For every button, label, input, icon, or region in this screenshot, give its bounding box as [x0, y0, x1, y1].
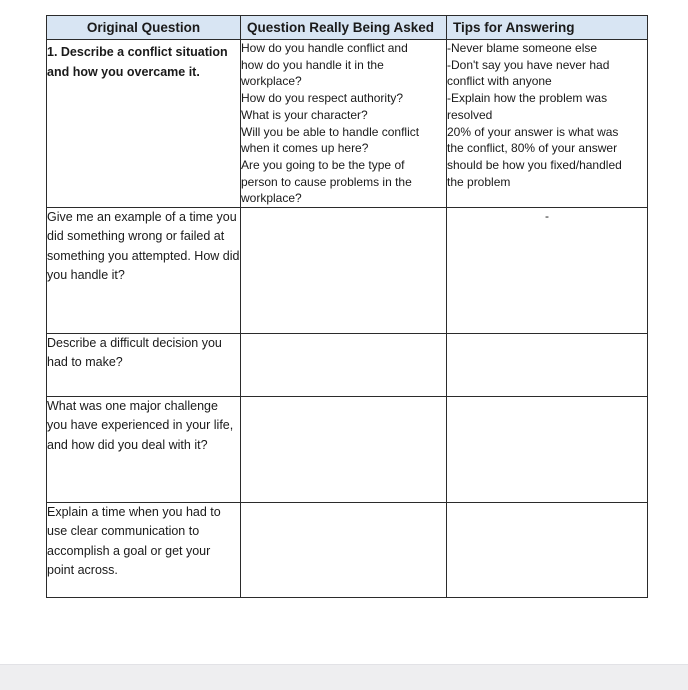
tips-mark: -: [545, 209, 549, 224]
tips-cell[interactable]: [447, 208, 648, 334]
tip-line: 20% of your answer is what was: [447, 124, 619, 139]
original-question-cell: What was one major challenge you have experienced in your life, and how did you deal with it?: [47, 397, 241, 503]
table-row: [47, 397, 648, 503]
asked-question-cell[interactable]: [241, 334, 447, 397]
tip-line: conflict with anyone: [447, 74, 552, 89]
table-row: [47, 503, 648, 598]
header-tips-for-answering: Tips for Answering: [447, 16, 648, 40]
tip-line: the conflict, 80% of your answer: [447, 141, 618, 156]
original-question-cell: Explain a time when you had to use clear communication to accomplish a goal or get your point across.: [47, 503, 241, 598]
table-row: [47, 208, 648, 334]
asked-line: How do you respect authority?: [241, 91, 404, 106]
asked-line: workplace?: [241, 74, 302, 89]
tip-line: -Don't say you have never had: [447, 57, 610, 72]
original-question-cell: Describe a difficult decision you had to make?: [47, 334, 241, 397]
tips-cell: [447, 40, 648, 208]
asked-line: person to cause problems in the: [241, 174, 412, 189]
asked-question-cell[interactable]: [241, 397, 447, 503]
tip-line: resolved: [447, 107, 493, 122]
asked-line: How do you handle conflict and: [241, 41, 408, 55]
asked-line: Will you be able to handle conflict: [241, 124, 420, 139]
asked-line: workplace?: [241, 191, 302, 206]
bottom-bar: [0, 664, 688, 690]
tip-line: -Never blame someone else: [447, 41, 598, 55]
asked-line: What is your character?: [241, 107, 368, 122]
table-header-row: [47, 16, 648, 40]
tips-cell[interactable]: [447, 397, 648, 503]
header-question-really-asked: Question Really Being Asked: [241, 16, 447, 40]
original-question-cell: 1. Describe a conflict situation and how you overcame it.: [47, 40, 241, 208]
tips-cell[interactable]: [447, 334, 648, 397]
interview-questions-table: [46, 15, 648, 598]
tip-line: should be how you fixed/handled: [447, 157, 622, 172]
table-row: [47, 334, 648, 397]
asked-line: how do you handle it in the: [241, 57, 384, 72]
tip-line: the problem: [447, 174, 511, 189]
tip-line: -Explain how the problem was: [447, 91, 608, 106]
asked-question-cell[interactable]: [241, 208, 447, 334]
asked-question-cell: [241, 40, 447, 208]
asked-line: Are you going to be the type of: [241, 157, 405, 172]
header-original-question: Original Question: [47, 16, 241, 40]
table-row: [47, 40, 648, 208]
tips-cell[interactable]: [447, 503, 648, 598]
original-question-cell: Give me an example of a time you did something wrong or failed at something you attempted. How did you handle it?: [47, 208, 241, 334]
asked-line: when it comes up here?: [241, 141, 369, 156]
asked-question-cell[interactable]: [241, 503, 447, 598]
